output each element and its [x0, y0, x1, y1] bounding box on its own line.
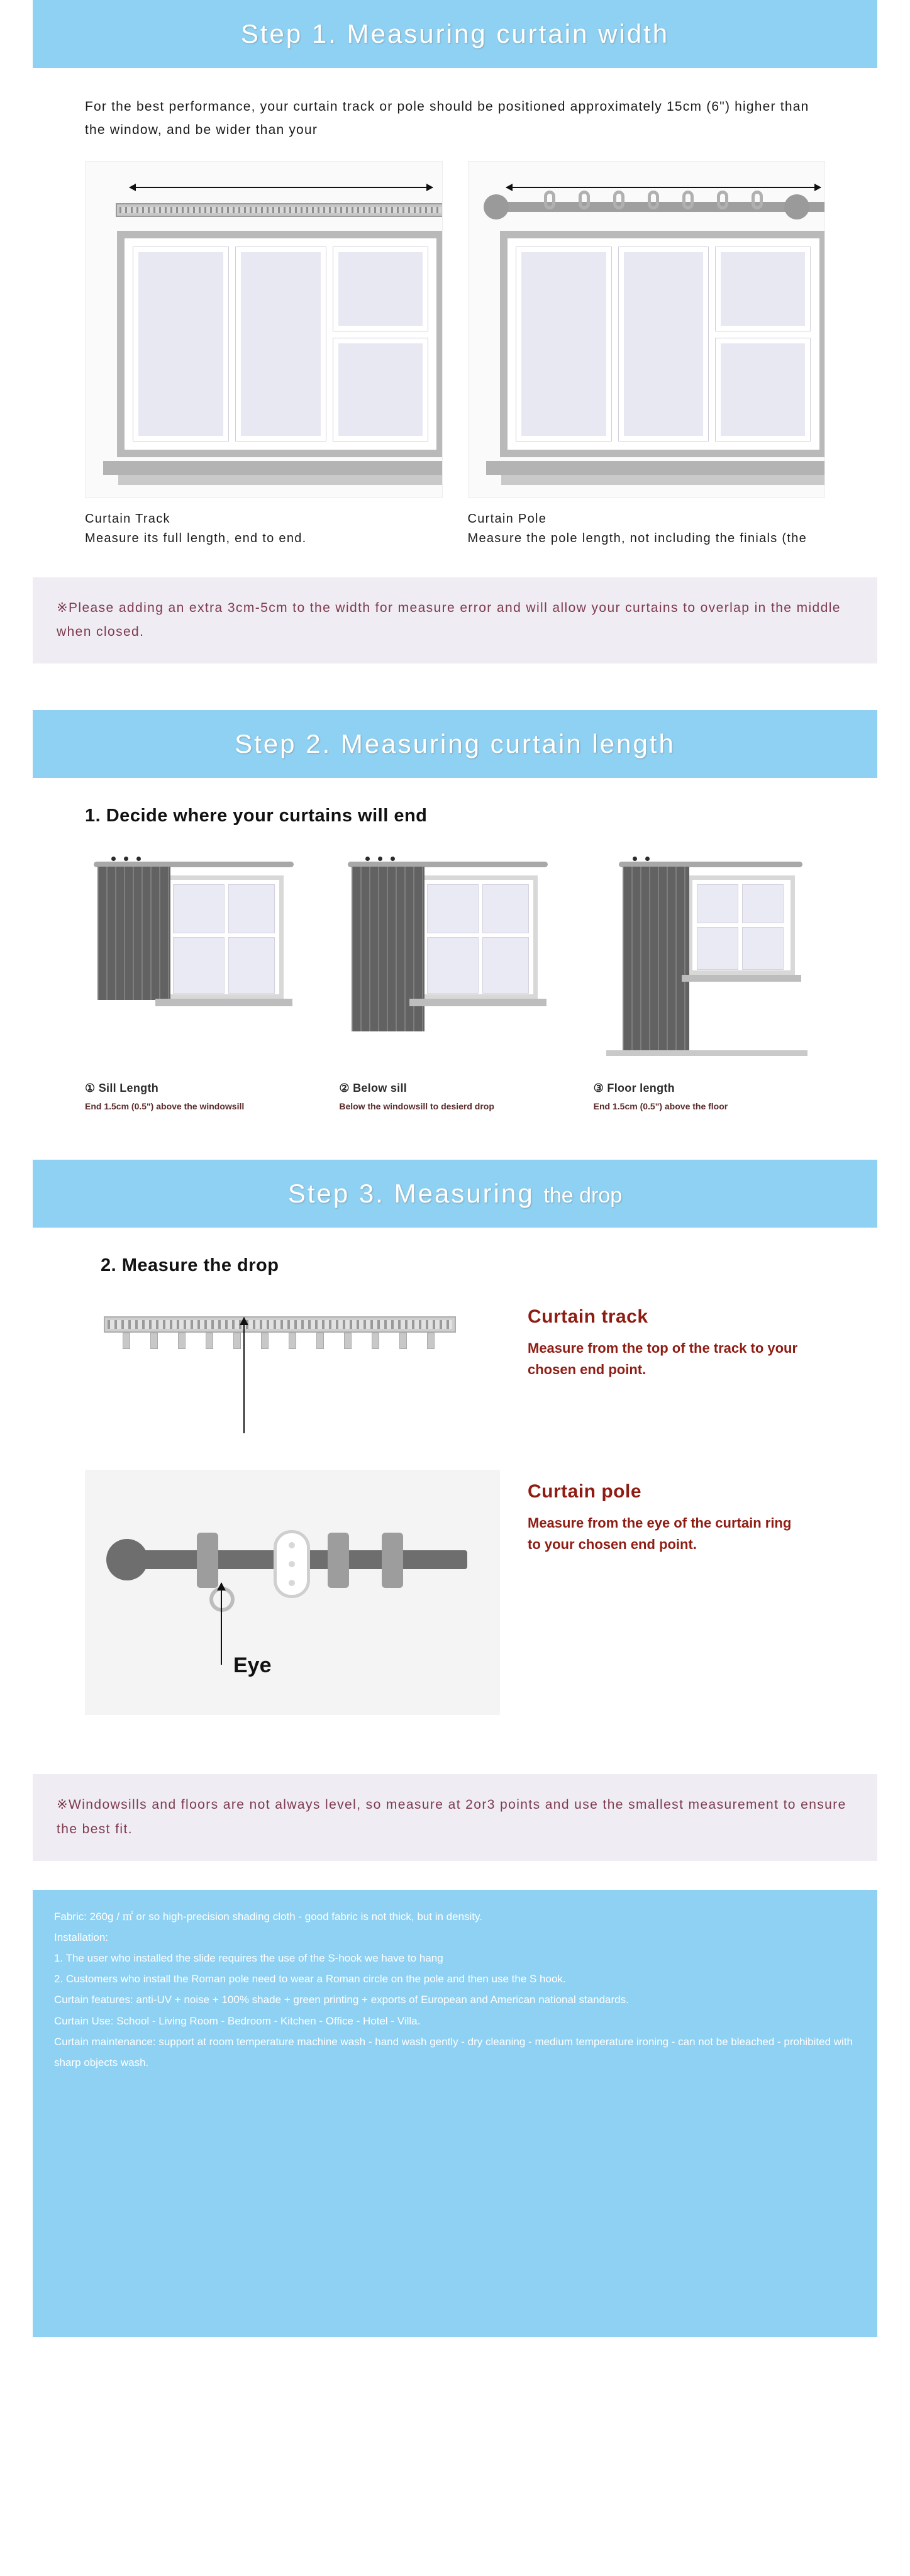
pole-ring-icon	[682, 191, 694, 209]
step3-header	[33, 1160, 877, 1228]
track-drop-illustration	[85, 1295, 500, 1433]
step3-track-heading: Curtain track	[528, 1306, 648, 1328]
track-glider-icon	[123, 1333, 130, 1349]
width-arrow-icon	[506, 187, 821, 188]
step3-pole-row	[85, 1470, 825, 1715]
panel-sill-length-sub: End 1.5cm (0.5") above the windowsill	[85, 1101, 245, 1112]
curtain-track-illustration	[85, 161, 443, 498]
eye-label: Eye	[233, 1653, 272, 1678]
info-line-installation-1: 1. The user who installed the slide requires the use of the S-hook we have to hang	[54, 1952, 443, 1965]
track-glider-icon	[427, 1333, 435, 1349]
curtain-hook-icon	[124, 857, 128, 861]
step1-illustrations	[85, 161, 825, 548]
step1-pole-column	[468, 161, 826, 548]
panel-below-sill-sub: Below the windowsill to desierd drop	[339, 1101, 494, 1112]
pole-drop-illustration	[85, 1470, 500, 1715]
step3-track-body: Measure from the top of the track to your chosen end point.	[528, 1340, 798, 1378]
width-arrow-icon	[130, 187, 433, 188]
track-glider-icon	[289, 1333, 296, 1349]
step3-title-main: Step 3. Measuring	[287, 1179, 535, 1209]
pole-ring-icon	[328, 1533, 349, 1588]
curtain-hook-icon	[391, 857, 395, 861]
step1-pole-caption	[468, 509, 826, 548]
info-line-installation-title: Installation:	[54, 1931, 108, 1944]
curtain-ring-eye-graphic	[209, 1587, 235, 1612]
pole-ring-icon	[197, 1533, 218, 1588]
curtain-hook-icon	[136, 857, 141, 861]
step2-panels	[85, 848, 825, 1113]
step2-header	[33, 710, 877, 778]
window-graphic	[117, 231, 443, 457]
track-glider-icon	[344, 1333, 352, 1349]
pole-ring-icon	[382, 1533, 403, 1588]
step1-title: Step 1. Measuring curtain width	[240, 19, 670, 48]
curtain-pole-illustration	[468, 161, 826, 498]
info-line-features: Curtain features: anti-UV + noise + 100% shade + green printing + exports of European and American national standards.	[54, 1994, 629, 2006]
step3-title	[288, 1179, 622, 1209]
pole-ring-icon	[648, 191, 659, 209]
step3-subhead: 2. Measure the drop	[101, 1255, 279, 1276]
floor-length-illustration	[594, 848, 825, 1074]
curtain-hook-icon	[378, 857, 382, 861]
track-glider-icon	[399, 1333, 407, 1349]
step2-title: Step 2. Measuring curtain length	[235, 729, 675, 759]
step3-title-small: the drop	[543, 1184, 623, 1208]
pole-ring-icon	[613, 191, 624, 209]
panel-sill-length	[85, 848, 316, 1113]
measure-arrow-icon	[221, 1583, 222, 1665]
track-glider-icon	[233, 1333, 241, 1349]
step1-track-column	[85, 161, 443, 548]
track-glider-icon	[372, 1333, 379, 1349]
curtain-drape-graphic	[623, 867, 689, 1050]
panel-below-sill	[339, 848, 570, 1113]
windowsill-graphic	[486, 461, 826, 475]
track-glider-icon	[206, 1333, 213, 1349]
info-line-use: Curtain Use: School - Living Room - Bedroom - Kitchen - Office - Hotel - Villa.	[54, 2014, 421, 2027]
panel-sill-length-label: ① Sill Length	[85, 1082, 159, 1095]
panel-floor-length-label: ③ Floor length	[593, 1082, 675, 1095]
step3-pole-body: Measure from the eye of the curtain ring to your chosen end point.	[528, 1515, 792, 1553]
curtain-drape-graphic	[352, 867, 424, 1031]
measure-arrow-icon	[243, 1318, 245, 1433]
step1-track-caption	[85, 509, 443, 548]
pole-ring-icon	[544, 191, 555, 209]
step3-note: ※Windowsills and floors are not always level, so measure at 2or3 points and use the smallest measurement to ensure the best fit.	[33, 1774, 877, 1861]
window-graphic	[688, 875, 795, 975]
below-sill-illustration	[339, 848, 570, 1074]
step3-pole-text	[528, 1470, 804, 1555]
step2-subhead: 1. Decide where your curtains will end	[85, 806, 428, 826]
floor-line-graphic	[606, 1050, 807, 1056]
curtain-drape-graphic	[97, 867, 170, 1000]
track-bar-graphic	[104, 1316, 456, 1333]
step1-pole-caption-text: Measure the pole length, not including the finials (the	[467, 531, 807, 545]
info-line-installation-2: 2. Customers who install the Roman pole need to wear a Roman circle on the pole and then use the S hook.	[54, 1973, 566, 1985]
track-glider-icon	[316, 1333, 324, 1349]
info-line-fabric: Fabric: 260g / ㎡ or so high-precision shading cloth - good fabric is not thick, but in density.	[54, 1910, 482, 1923]
windowsill-graphic	[103, 461, 443, 475]
pole-finial-left-icon	[484, 194, 509, 219]
windowsill-graphic	[155, 999, 292, 1006]
step1-header	[33, 0, 877, 68]
windowsill-lower-graphic	[501, 475, 826, 485]
curtain-hook-icon	[645, 857, 650, 861]
panel-below-sill-label: ② Below sill	[339, 1082, 408, 1095]
sill-length-illustration	[85, 848, 316, 1074]
curtain-hook-icon	[111, 857, 116, 861]
pole-finial-icon	[106, 1539, 148, 1580]
step3-track-row	[85, 1295, 825, 1433]
window-graphic	[418, 875, 538, 999]
window-graphic	[500, 231, 826, 457]
step3-track-text	[528, 1295, 804, 1380]
track-glider-icon	[261, 1333, 269, 1349]
pole-bracket-graphic	[274, 1530, 310, 1598]
step3-pole-heading: Curtain pole	[528, 1481, 642, 1502]
track-bar-graphic	[116, 203, 443, 217]
windowsill-graphic	[409, 999, 547, 1006]
pole-finial-right-icon	[784, 194, 809, 219]
product-info-panel	[33, 1890, 877, 2337]
windowsill-lower-graphic	[118, 475, 443, 485]
step1-track-caption-title: Curtain Track	[85, 511, 170, 526]
step1-intro-text: For the best performance, your curtain track or pole should be positioned approximately 15cm (6") higher than the window, and be wider than your	[85, 99, 809, 137]
track-glider-icon	[150, 1333, 158, 1349]
window-graphic	[164, 875, 284, 999]
panel-floor-length	[594, 848, 825, 1113]
step1-pole-caption-title: Curtain Pole	[467, 511, 547, 526]
curtain-hook-icon	[633, 857, 637, 861]
pole-ring-icon	[579, 191, 590, 209]
info-line-maintenance: Curtain maintenance: support at room temperature machine wash - hand wash gently - dry cleaning - medium temperature ironing - can not be bleached - prohibited with sharp objects wash.	[54, 2035, 853, 2068]
step1-note: ※Please adding an extra 3cm-5cm to the width for measure error and will allow your curtains to overlap in the middle when closed.	[33, 577, 877, 664]
curtain-hook-icon	[365, 857, 370, 861]
track-glider-icon	[178, 1333, 186, 1349]
pole-ring-icon	[752, 191, 763, 209]
windowsill-graphic	[682, 975, 801, 982]
panel-floor-length-sub: End 1.5cm (0.5") above the floor	[593, 1101, 728, 1112]
pole-ring-icon	[717, 191, 728, 209]
step1-track-caption-text: Measure its full length, end to end.	[85, 531, 307, 545]
